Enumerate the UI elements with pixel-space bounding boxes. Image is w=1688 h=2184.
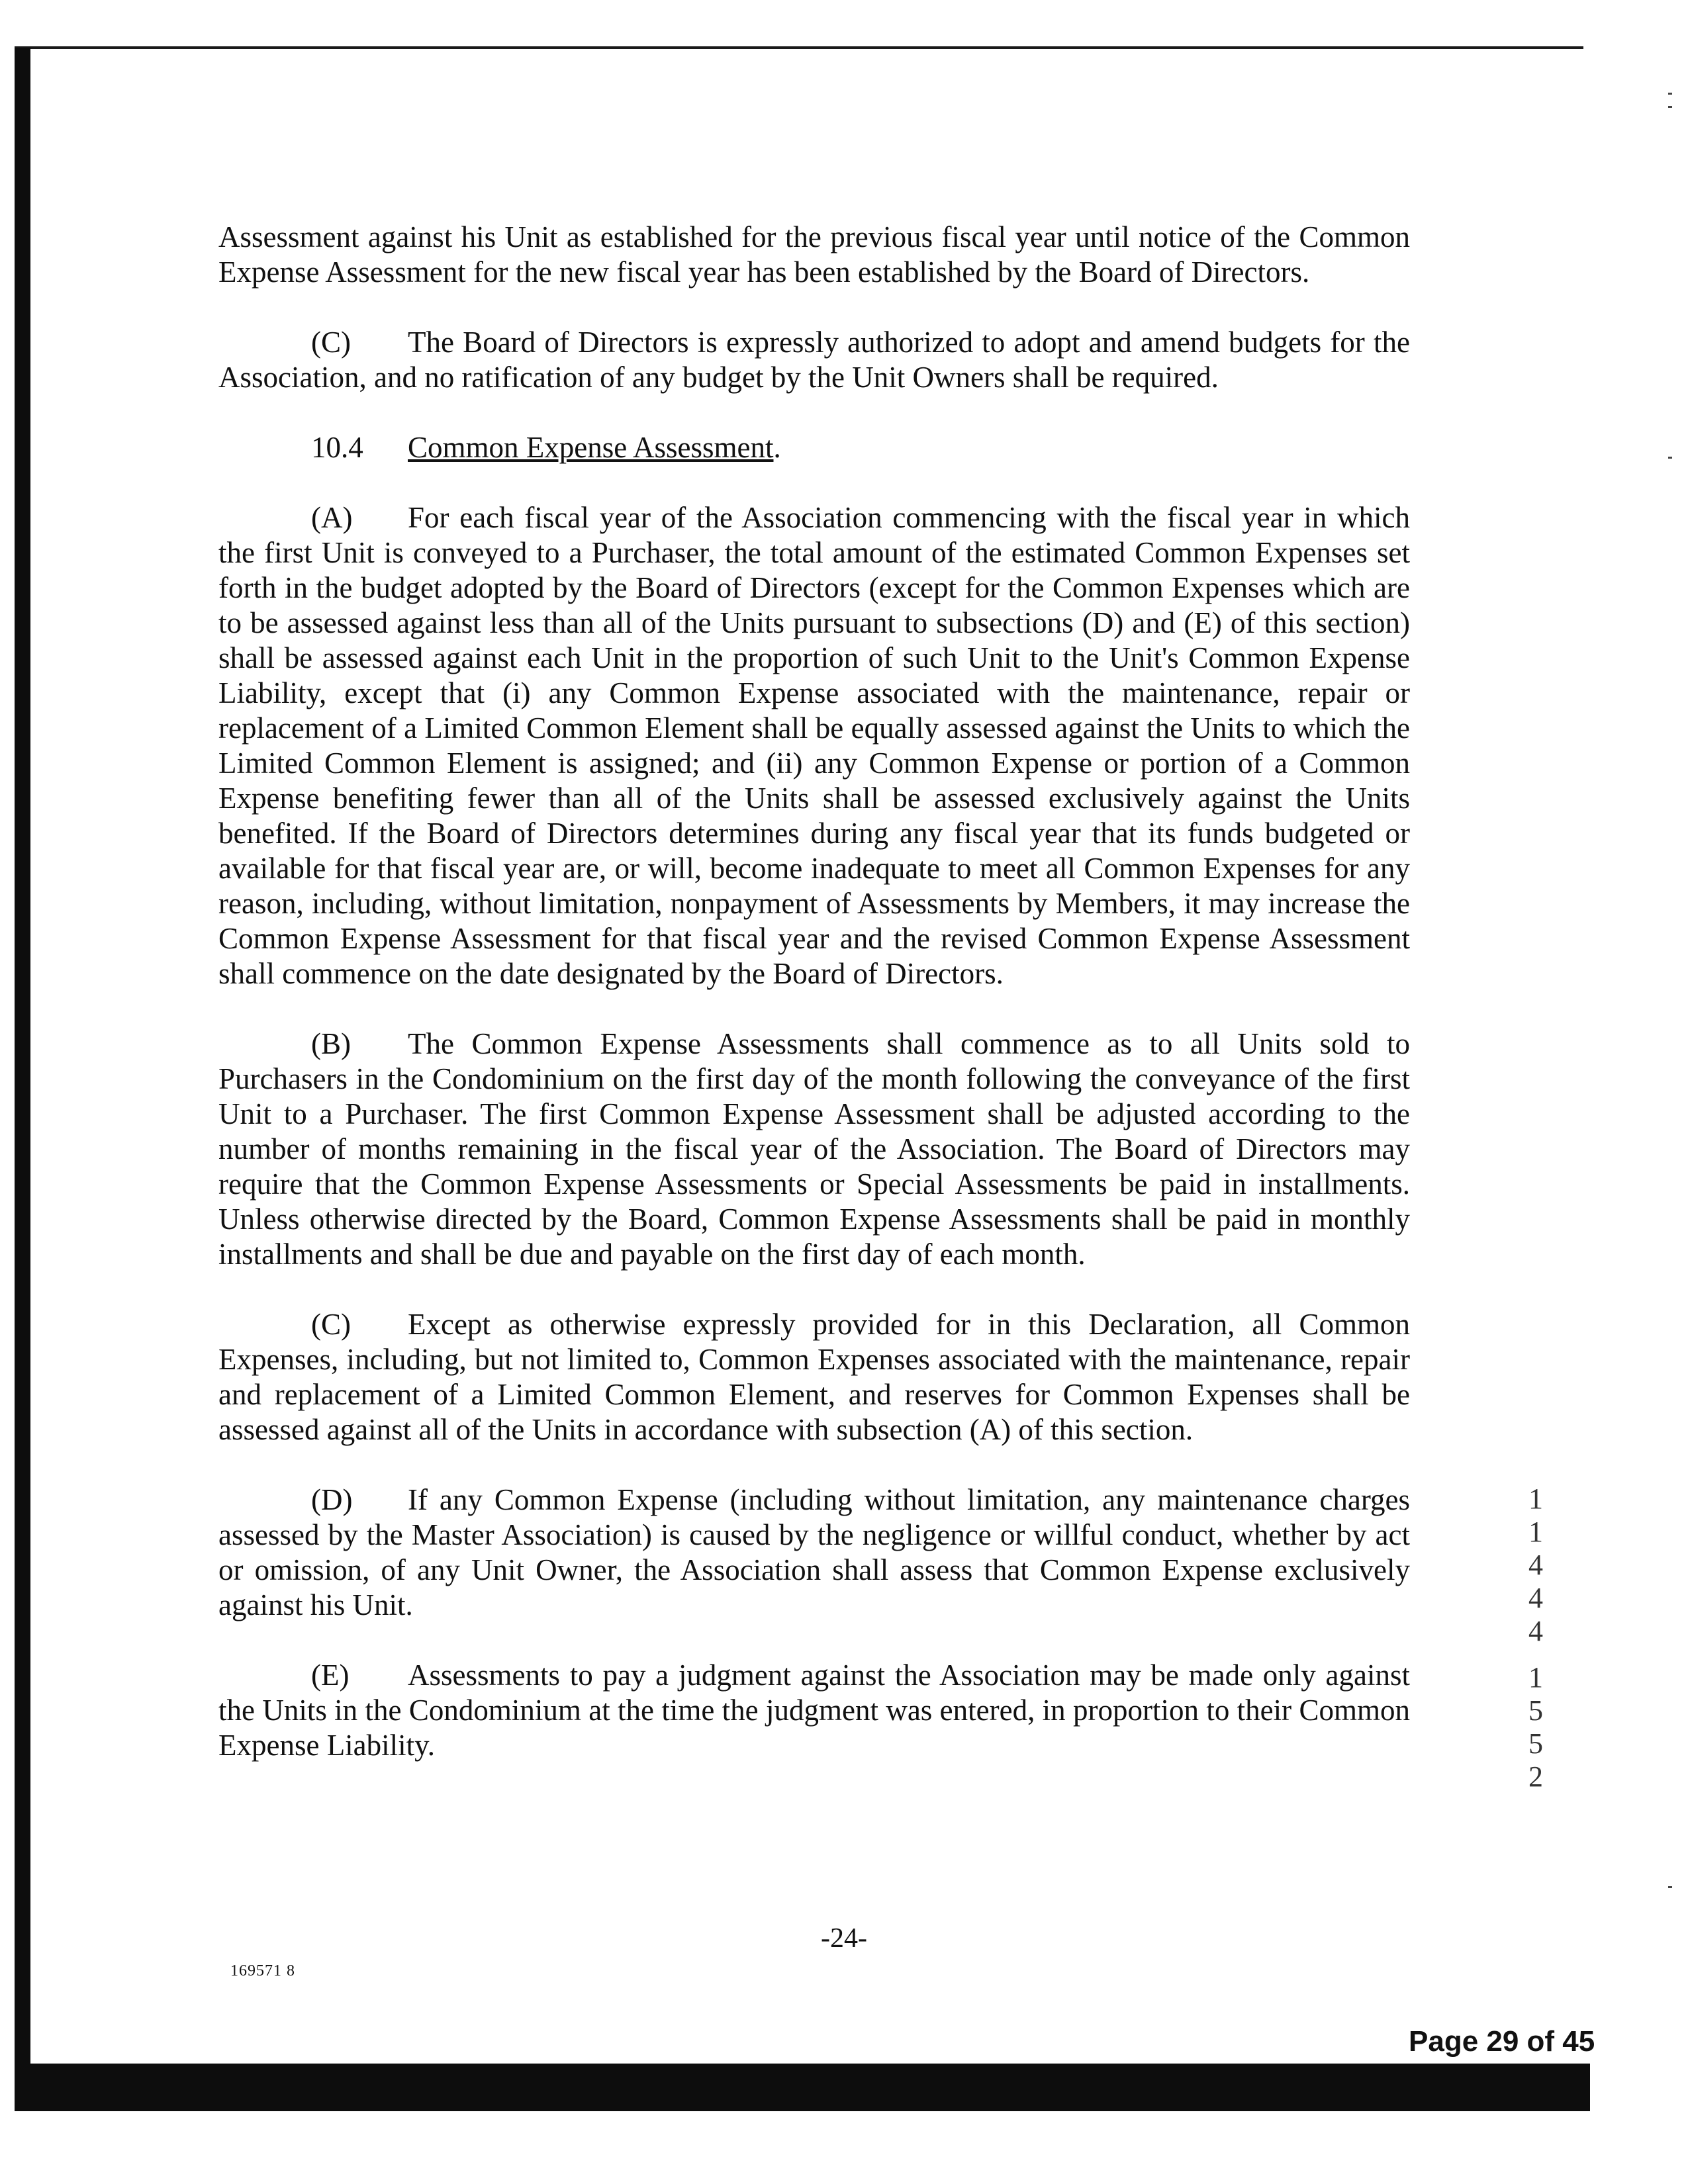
- scan-bottom-border: [15, 2064, 1590, 2111]
- scan-top-border: [15, 46, 1583, 49]
- stamp-digit: 5: [1528, 1694, 1543, 1727]
- paragraph-continuation: [218, 220, 1410, 290]
- stamp-digit: 4: [1528, 1615, 1543, 1647]
- paragraph-text: Assessment against his Unit as established for the previous fiscal year until notice of the Common Expense Assessment for the new fiscal year has been established by the Board of Directors.: [218, 220, 1410, 289]
- scan-edge-mark: [1668, 1886, 1672, 1888]
- document-id: 169571 8: [230, 1962, 295, 1979]
- section-heading: [311, 430, 1410, 465]
- section-number: 10.4: [311, 431, 363, 464]
- subsection-d: [218, 1482, 1410, 1623]
- scan-left-border: [15, 48, 30, 2111]
- subsection-label: (D): [311, 1483, 353, 1516]
- stamp-digit: 1: [1528, 1661, 1543, 1694]
- scan-edge-mark: [1668, 106, 1672, 108]
- subsection-text: If any Common Expense (including without limitation, any maintenance charges assessed by the Master Association) is caused by the negligence or willful conduct, whether by act or omission, of any Unit Owner, the Association shall assess that Common Expense exclusively against his Unit.: [218, 1483, 1410, 1621]
- page-number: -24-: [821, 1923, 867, 1954]
- margin-stamp-lower: [1523, 1661, 1549, 1794]
- subsection-a: [218, 500, 1410, 991]
- subsection-e: [218, 1658, 1410, 1763]
- stamp-digit: 4: [1528, 1549, 1543, 1581]
- subsection-text: Except as otherwise expressly provided for in this Declaration, all Common Expenses, including, but not limited to, Common Expenses associated with the maintenance, repair and replacement of a Limited Common Element, and reserves for Common Expenses shall be assessed against all of the Units in accordance with subsection (A) of this section.: [218, 1308, 1410, 1446]
- section-title-period: .: [773, 431, 781, 464]
- subsection-b: [218, 1026, 1410, 1272]
- subsection-label: (A): [311, 501, 353, 534]
- subsection-label: (B): [311, 1027, 351, 1060]
- stamp-digit: 4: [1528, 1582, 1543, 1614]
- section-title: Common Expense Assessment: [408, 431, 774, 464]
- paragraph-text: The Board of Directors is expressly authorized to adopt and amend budgets for the Association, and no ratification of any budget by the Unit Owners shall be required.: [218, 326, 1410, 394]
- scan-edge-mark: [1668, 93, 1672, 95]
- subsection-text: The Common Expense Assessments shall commence as to all Units sold to Purchasers in the Condominium on the first day of the month following the conveyance of the first Unit to a Purchaser. The first Common Expense Assessment shall be adjusted according to the number of months remaining in the fiscal year of the Association. The Board of Directors may require that the Common Expense Assessments or Special Assessments be paid in installments. Unless otherwise directed by the Board, Common Expense Assessments shall be paid in monthly installments and shall be due and payable on the first day of each month.: [218, 1027, 1410, 1271]
- document-body: [218, 220, 1410, 1798]
- subsection-text: Assessments to pay a judgment against the Association may be made only against the Units in the Condominium at the time the judgment was entered, in proportion to their Common Expense Liability.: [218, 1659, 1410, 1762]
- stamp-digit: 2: [1528, 1760, 1543, 1793]
- stamp-digit: 1: [1528, 1516, 1543, 1548]
- subsection-label: (E): [311, 1659, 350, 1692]
- viewer-page-indicator: Page 29 of 45: [1409, 2025, 1595, 2058]
- margin-stamp-upper: [1523, 1482, 1549, 1648]
- paragraph-c-budgets: [218, 325, 1410, 395]
- paragraph-label: (C): [311, 326, 351, 359]
- subsection-text: For each fiscal year of the Association commencing with the fiscal year in which the first Unit is conveyed to a Purchaser, the total amount of the estimated Common Expenses set forth in the budget adopted by the Board of Directors (except for the Common Expenses which are to be assessed against less than all of the Units pursuant to subsections (D) and (E) of this section) shall be assessed against each Unit in the proportion of such Unit to the Unit's Common Expense Liability, except that (i) any Common Expense associated with the maintenance, repair or replacement of a Limited Common Element shall be equally assessed against the Units to which the Limited Common Element is assigned; and (ii) any Common Expense or portion of a Common Expense benefiting fewer than all of the Units shall be assessed exclusively against the Units benefited. If the Board of Directors determines during any fiscal year that its funds budgeted or available for that fiscal year are, or will, become inadequate to meet all Common Expenses for any reason, including, without limitation, nonpayment of Assessments by Members, it may increase the Common Expense Assessment for that fiscal year and the revised Common Expense Assessment shall commence on the date designated by the Board of Directors.: [218, 501, 1410, 990]
- stamp-digit: 1: [1528, 1482, 1543, 1515]
- subsection-label: (C): [311, 1308, 351, 1341]
- subsection-c: [218, 1307, 1410, 1447]
- scan-edge-mark: [1668, 457, 1672, 459]
- stamp-digit: 5: [1528, 1727, 1543, 1760]
